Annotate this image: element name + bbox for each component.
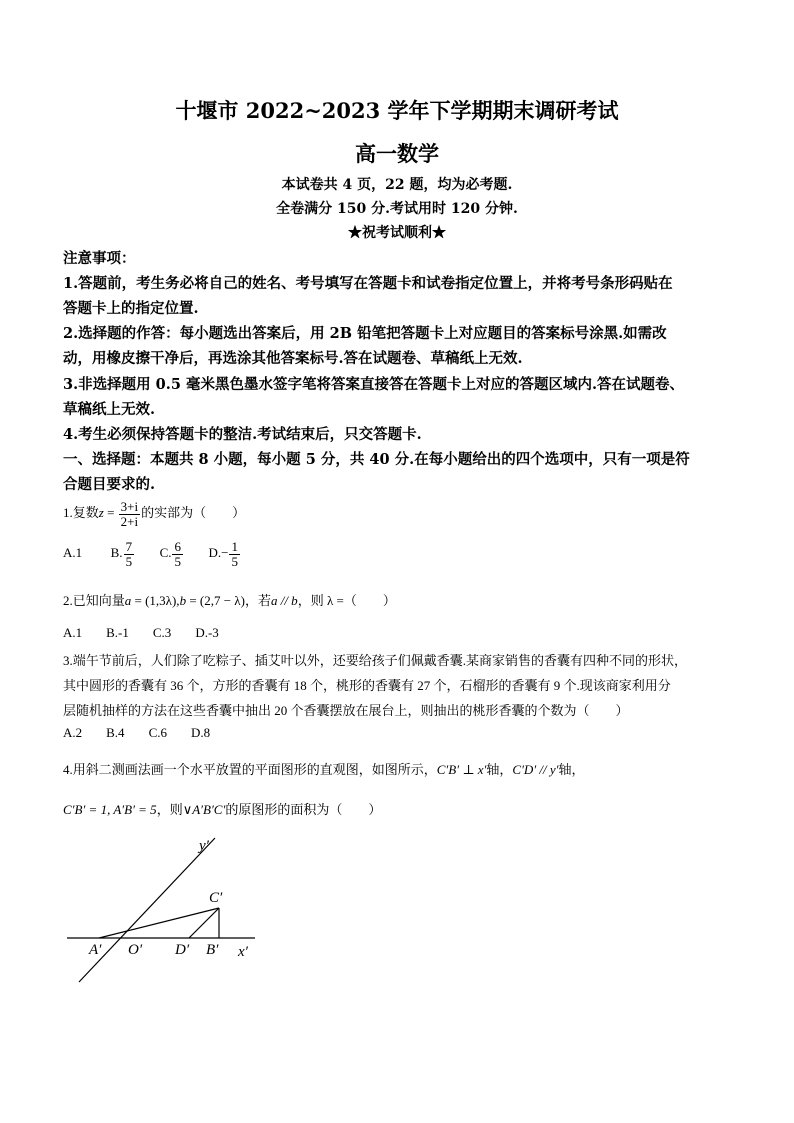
note-2-line-2: 动，用橡皮擦干净后，再选涂其他答案标号.答在试题卷、草稿纸上无效. bbox=[63, 350, 523, 367]
q2-suffix: ，则 λ =（ ） bbox=[297, 593, 396, 608]
q2-prefix: 2.已知向量 bbox=[63, 593, 125, 608]
q3-option-b: B.4 bbox=[106, 725, 125, 740]
q1-option-a: A.1 bbox=[63, 545, 83, 561]
segment-a-c bbox=[99, 908, 219, 938]
q4-math-1: C′B′ ⊥ x′ bbox=[436, 762, 487, 777]
q3-option-a: A.2 bbox=[63, 725, 83, 740]
question-3-line-3: 层随机抽样的方法在这些香囊中抽出 20 个香囊摆放在展台上，则抽出的桃形香囊的个数为（ ） bbox=[63, 703, 629, 718]
q1-fraction bbox=[119, 500, 140, 528]
q1-numerator: 3+i bbox=[120, 499, 139, 514]
q2-option-a: A.1 bbox=[63, 625, 83, 640]
label-b-prime: B′ bbox=[206, 942, 219, 958]
q4-end-1: 轴， bbox=[558, 762, 585, 777]
q2-mid: ，若 bbox=[244, 593, 271, 608]
q4-math-3: C′B′ = 1, A′B′ = 5 bbox=[63, 802, 157, 817]
q3-option-d: D.8 bbox=[190, 725, 211, 740]
q2-option-c: C.3 bbox=[152, 625, 172, 640]
notes-heading: 注意事项： bbox=[63, 250, 136, 267]
note-3-line-2: 草稿纸上无效. bbox=[63, 401, 156, 418]
q4-math-4: ∨A′B′C′ bbox=[182, 802, 226, 817]
label-x-prime: x′ bbox=[238, 944, 248, 960]
question-1-options bbox=[63, 540, 241, 568]
question-4-line-1 bbox=[63, 759, 585, 778]
q2-vector-b-value: = (2,7 − λ) bbox=[186, 593, 245, 608]
q3-option-c: C.6 bbox=[148, 725, 167, 740]
exam-wish: ★祝考试顺利★ bbox=[348, 225, 446, 241]
note-1-line-1: 1.答题前，考生务必将自己的姓名、考号填写在答题卡和试卷指定位置上，并将考号条形码贴在 bbox=[63, 275, 673, 292]
q1-eq: = bbox=[103, 505, 118, 521]
q1-option-b: B. $\frac{7}{5}$ bbox=[110, 539, 133, 569]
note-4: 4.考生必须保持答题卡的整洁.考试结束后，只交答题卡. bbox=[63, 426, 422, 443]
q4-mid-1: 轴， bbox=[486, 762, 513, 777]
section-1-line-2: 合题目要求的. bbox=[63, 476, 156, 493]
exam-title: 十堰市 2022~2023 学年下学期期末调研考试 bbox=[175, 98, 619, 123]
label-y-prime: y′ bbox=[199, 838, 209, 854]
question-3-options bbox=[63, 725, 210, 741]
y-axis bbox=[79, 838, 215, 982]
question-4-line-2 bbox=[63, 799, 381, 818]
label-c-prime: C′ bbox=[209, 890, 223, 906]
q2-option-d: D.-3 bbox=[195, 625, 219, 640]
exam-info-pages: 本试卷共 4 页，22 题，均为必考题. bbox=[281, 177, 513, 193]
question-2-stem bbox=[63, 590, 396, 609]
q2-vector-b: b bbox=[179, 593, 187, 608]
q1-var: z bbox=[98, 505, 104, 521]
section-1-line-1: 一、选择题：本题共 8 小题，每小题 5 分，共 40 分.在每小题给出的四个选项中，只有一项是符 bbox=[63, 451, 690, 468]
q1-denominator: 2+i bbox=[120, 513, 139, 529]
q4-math-2: C′D′ // y′ bbox=[512, 762, 559, 777]
label-d-prime: D′ bbox=[175, 942, 190, 958]
q1-prefix: 1.复数 bbox=[63, 505, 99, 521]
q4-text-1: 4.用斜二测画法画一个水平放置的平面图形的直观图，如图所示， bbox=[63, 762, 437, 777]
q2-parallel: a // b bbox=[270, 593, 298, 608]
note-3-line-1: 3.非选择题用 0.5 毫米黑色墨水签字笔将答案直接答在答题卡上对应的答题区域内.答在试题卷、 bbox=[63, 376, 685, 393]
q1-suffix: 的实部为（ ） bbox=[141, 505, 246, 521]
q1-option-c: C. $\frac{6}{5}$ bbox=[159, 539, 181, 569]
segment-d-c bbox=[189, 908, 219, 938]
question-3-line-2: 其中圆形的香囊有 36 个，方形的香囊有 18 个，桃形的香囊有 27 个，石榴形的香囊有 9 个.现该商家利用分 bbox=[63, 678, 671, 693]
q2-option-b: B.-1 bbox=[106, 625, 129, 640]
q4-end-2: 的原图形的面积为（ ） bbox=[225, 802, 382, 817]
note-2-line-1: 2.选择题的作答：每小题选出答案后，用 2B 铅笔把答题卡上对应题目的答案标号涂黑.如需改 bbox=[63, 325, 667, 342]
note-1-line-2: 答题卡上的指定位置. bbox=[63, 300, 199, 317]
exam-info-score: 全卷满分 150 分.考试用时 120 分钟. bbox=[276, 201, 518, 217]
label-a-prime: A′ bbox=[89, 942, 102, 958]
label-o-prime: O′ bbox=[128, 942, 143, 958]
question-2-options bbox=[63, 625, 219, 641]
oblique-projection-figure bbox=[55, 830, 275, 1000]
exam-subject: 高一数学 bbox=[355, 141, 439, 166]
q2-vector-a: a bbox=[124, 593, 132, 608]
question-3-line-1: 3.端午节前后，人们除了吃粽子、插艾叶以外，还要给孩子们佩戴香囊.某商家销售的香囊有四种不同的形状， bbox=[63, 653, 688, 668]
question-1-stem bbox=[63, 500, 245, 528]
q2-vector-a-value: = (1,3λ), bbox=[131, 593, 180, 608]
q4-mid-2: ，则 bbox=[156, 802, 183, 817]
q1-option-d: D.− $\frac{1}{5}$ bbox=[208, 539, 238, 569]
